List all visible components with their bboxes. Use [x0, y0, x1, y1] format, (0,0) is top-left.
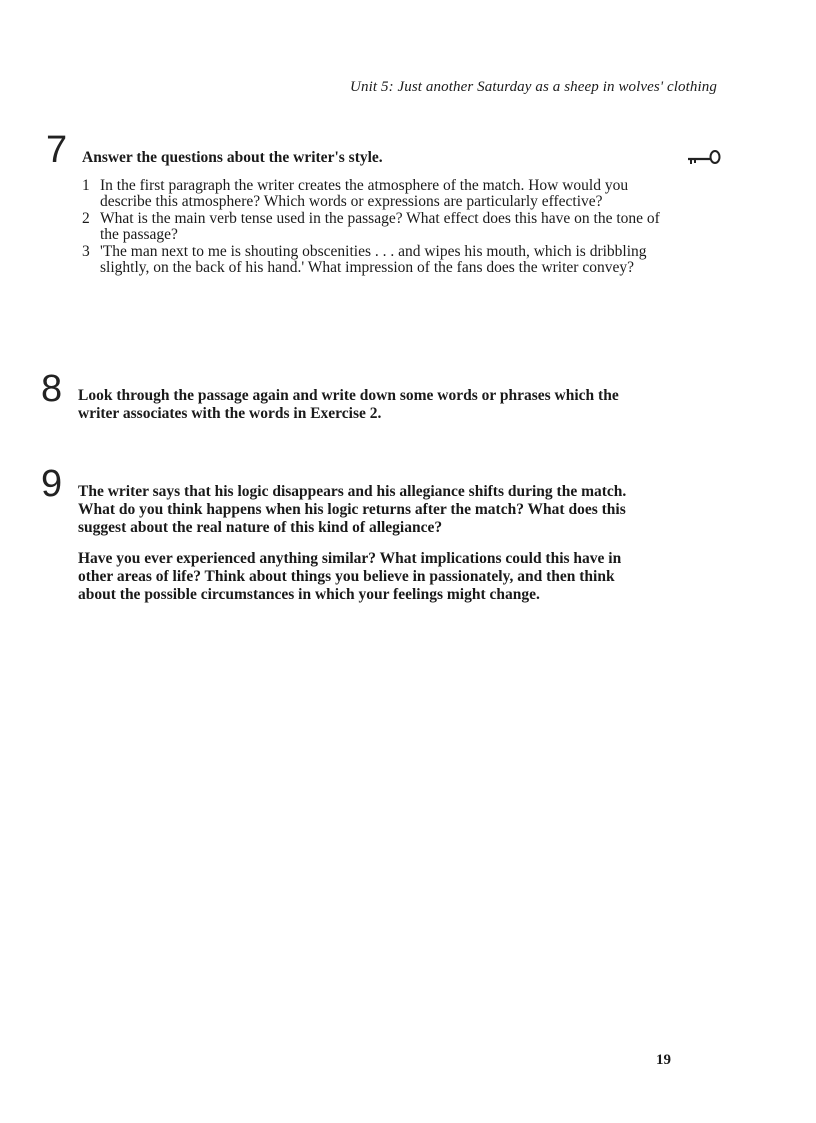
exercise-9-number: 9: [41, 463, 63, 505]
question-item-2: [82, 211, 662, 244]
question-item-1: [82, 178, 662, 211]
running-header: Unit 5: Just another Saturday as a sheep in wolves' clothing: [350, 79, 717, 95]
page-number: 19: [656, 1052, 671, 1068]
exercise-8-text: Look through the passage again and write down some words or phrases which the writer associates with the words in Exercise 2.: [78, 387, 619, 422]
exercise-9-paragraph-1: The writer says that his logic disappears and his allegiance shifts during the match. What do you think happens when his logic returns after the match? What does this suggest about the real nature of this kind of allegiance?: [78, 483, 627, 536]
question-number: 1: [82, 177, 90, 194]
exercise-8-number: 8: [41, 368, 63, 410]
question-text: What is the main verb tense used in the passage? What effect does this have on the tone of the passage?: [100, 209, 660, 244]
answer-key-icon: [686, 147, 722, 167]
question-text: 'The man next to me is shouting obscenities . . . and wipes his mouth, which is dribbling slightly, on the back of his hand.' What impression of the fans does the writer convey?: [100, 242, 647, 277]
exercise-7-number: 7: [46, 129, 68, 171]
exercise-9-paragraph-2: Have you ever experienced anything similar? What implications could this have in other areas of life? Think about things you believe in passionately, and then think about the possible circumstances in which your feelings might change.: [78, 550, 622, 603]
question-number: 3: [82, 242, 90, 260]
exercise-7-title: Answer the questions about the writer's style.: [82, 149, 383, 166]
question-item-3: [82, 244, 662, 277]
question-number: 2: [82, 209, 90, 227]
exercise-7-question-list: [82, 178, 662, 276]
question-text: In the first paragraph the writer creates the atmosphere of the match. How would you describe this atmosphere? Which words or expressions are particularly effective?: [100, 177, 629, 211]
